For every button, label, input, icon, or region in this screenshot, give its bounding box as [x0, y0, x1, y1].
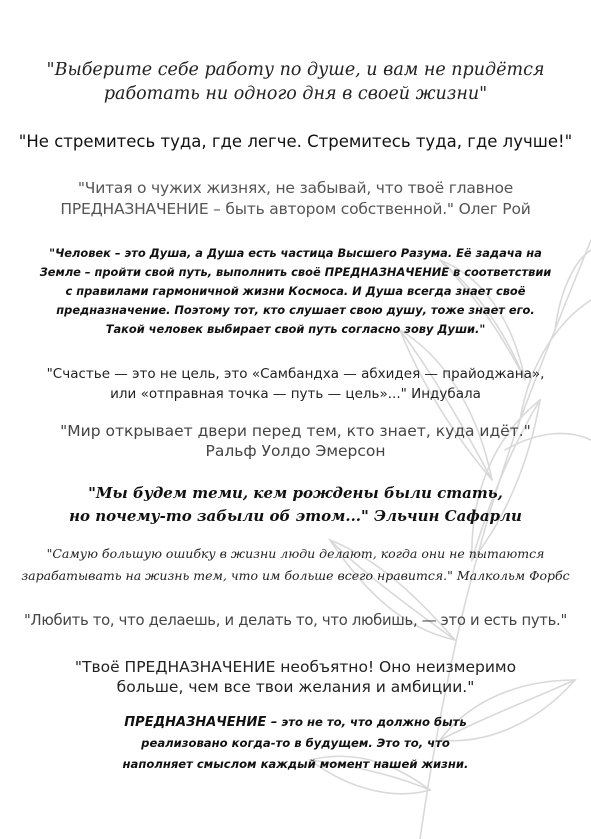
quote-line: реализовано когда-то в будущем. Это то, что: [141, 736, 450, 750]
quote-work-by-soul: [0, 58, 591, 106]
quote-line: "Читая о чужих жизнях, не забывай, что твоё главное: [77, 179, 514, 197]
quote-line: работать ни одного дня в своей жизни": [103, 84, 488, 104]
quote-purpose-definition: [0, 712, 591, 775]
quote-line: "Твоё ПРЕДНАЗНАЧЕНИЕ необъятно! Оно неизмеримо: [74, 658, 517, 676]
quote-line: "Не стремитесь туда, где легче. Стремитесь туда, где лучше!": [18, 132, 573, 151]
quote-line: наполняет смыслом каждый момент нашей жизни.: [122, 757, 469, 771]
quote-text: это не то, что должно быть: [277, 715, 467, 729]
quote-line: "Человек – это Душа, а Душа есть частица Высшего Разума. Её задача на: [49, 246, 542, 260]
quote-line: или «отправная точка — путь — цель»..." Индубала: [110, 386, 481, 402]
quote-human-soul: [0, 244, 591, 339]
quote-line: "Мы будем теми, кем рождены были стать,: [88, 484, 503, 502]
purpose-heading: ПРЕДНАЗНАЧЕНИЕ –: [124, 715, 278, 730]
quote-line: предназначение. Поэтому тот, кто слушает свою душу, тоже знает его.: [56, 303, 535, 317]
quote-line: зарабатывать на жизнь тем, что им больше всего нравится." Малкольм Форбс: [21, 568, 570, 583]
quote-indubala: [0, 364, 591, 404]
quote-line: Земле – пройти свой путь, выполнить своё ПРЕДНАЗНАЧЕНИЕ в соответствии: [39, 265, 552, 279]
quote-line: больше, чем все твои желания и амбиции.": [116, 678, 475, 696]
quote-line: ПРЕДНАЗНАЧЕНИЕ – быть автором собственной." Олег Рой: [60, 200, 531, 218]
quote-line: "Выберите себе работу по душе, и вам не придётся: [46, 60, 545, 80]
quote-purpose-immense: [0, 657, 591, 697]
quote-forbes: [0, 543, 591, 587]
quote-line: с правилами гармоничной жизни Космоса. И Душа всегда знает своё: [65, 284, 526, 298]
quote-line: "Мир открывает двери перед тем, кто знает, куда идёт.": [60, 422, 531, 440]
quote-love-what-you-do: [0, 610, 591, 632]
quote-line: "Самую большую ошибку в жизни люди делают, когда они не пытаются: [46, 546, 545, 561]
quote-emerson: [0, 421, 591, 461]
quote-line: Такой человек выбирает свой путь согласно зову Души.": [105, 322, 486, 336]
quote-line: [0, 712, 591, 733]
quote-line: Ральф Уолдо Эмерсон: [205, 442, 386, 460]
quote-line: но почему-то забыли об этом..." Эльчин Сафарли: [69, 507, 522, 525]
quote-safarli: [0, 482, 591, 528]
quote-oleg-roy: [0, 178, 591, 220]
quote-strive-better: [0, 131, 591, 153]
quote-line: "Любить то, что делаешь, и делать то, что любишь, — это и есть путь.": [24, 612, 567, 629]
quote-line: "Счастье — это не цель, это «Самбандха — абхидея — прайоджана»,: [46, 366, 545, 382]
